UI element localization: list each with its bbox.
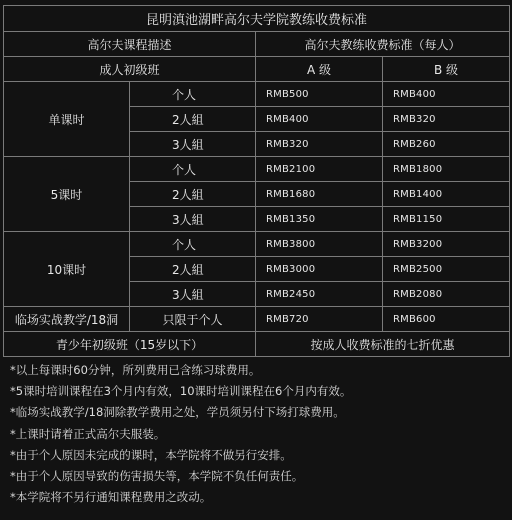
group-size: 个人 <box>130 157 256 182</box>
header-row <box>4 32 510 57</box>
group-size: 个人 <box>130 82 256 107</box>
youth-row <box>4 332 510 357</box>
price-b: RMB1800 <box>383 157 510 182</box>
price-b: RMB2500 <box>383 257 510 282</box>
price-a: RMB1350 <box>256 207 383 232</box>
note-item: *以上每课时60分钟，所列费用已含练习球费用。 <box>10 363 261 377</box>
grade-b-header: B 级 <box>383 57 510 82</box>
note-item: *由于个人原因导致的伤害损失等，本学院不负任何责任。 <box>10 468 304 483</box>
group-size: 2人組 <box>130 257 256 282</box>
table-row <box>4 82 510 107</box>
group-size: 3人組 <box>130 132 256 157</box>
note-item: *由于个人原因未完成的课时，本学院将不做另行安排。 <box>10 447 292 462</box>
price-b: RMB2080 <box>383 282 510 307</box>
price-a: RMB720 <box>256 307 383 332</box>
group-label: 单课时 <box>4 82 130 157</box>
fee-standard-header: 高尔夫教练收费标准（每人） <box>256 32 510 57</box>
fee-table <box>3 5 510 357</box>
level-row <box>4 57 510 82</box>
price-b: RMB1400 <box>383 182 510 207</box>
youth-discount: 按成人收费标准的七折优惠 <box>256 332 510 357</box>
price-a: RMB3800 <box>256 232 383 257</box>
price-b: RMB260 <box>383 132 510 157</box>
price-b: RMB3200 <box>383 232 510 257</box>
note-item: *临场实战教学/18洞除教学费用之处，学员须另付下场打球费用。 <box>10 405 345 420</box>
level-label: 成人初级班 <box>4 57 256 82</box>
grade-a-header: A 级 <box>256 57 383 82</box>
group-label: 10课时 <box>4 232 130 307</box>
field-play-size: 只限于个人 <box>130 307 256 332</box>
price-a: RMB320 <box>256 132 383 157</box>
price-b: RMB1150 <box>383 207 510 232</box>
group-label: 5课时 <box>4 157 130 232</box>
price-a: RMB2450 <box>256 282 383 307</box>
course-desc-header: 高尔夫课程描述 <box>4 32 256 57</box>
notes-list <box>10 360 351 508</box>
table-row <box>4 157 510 182</box>
note-item: *本学院将不另行通知课程费用之改动。 <box>10 490 212 505</box>
field-play-label: 临场实战教学/18洞 <box>4 307 130 332</box>
price-b: RMB600 <box>383 307 510 332</box>
group-size: 3人組 <box>130 207 256 232</box>
price-a: RMB500 <box>256 82 383 107</box>
price-b: RMB400 <box>383 82 510 107</box>
price-a: RMB400 <box>256 107 383 132</box>
price-a: RMB2100 <box>256 157 383 182</box>
table-row <box>4 232 510 257</box>
page-title: 昆明滇池湖畔高尔夫学院教练收费标准 <box>4 6 510 32</box>
price-a: RMB1680 <box>256 182 383 207</box>
title-row <box>4 6 510 32</box>
group-size: 个人 <box>130 232 256 257</box>
price-a: RMB3000 <box>256 257 383 282</box>
note-item: *上课时请着正式高尔夫服装。 <box>10 426 166 441</box>
group-size: 2人組 <box>130 107 256 132</box>
field-play-row <box>4 307 510 332</box>
youth-label: 青少年初级班（15岁以下） <box>4 332 256 357</box>
group-size: 2人組 <box>130 182 256 207</box>
price-b: RMB320 <box>383 107 510 132</box>
group-size: 3人組 <box>130 282 256 307</box>
note-item: *5课时培训课程在3个月内有效，10课时培训课程在6个月内有效。 <box>10 384 352 399</box>
